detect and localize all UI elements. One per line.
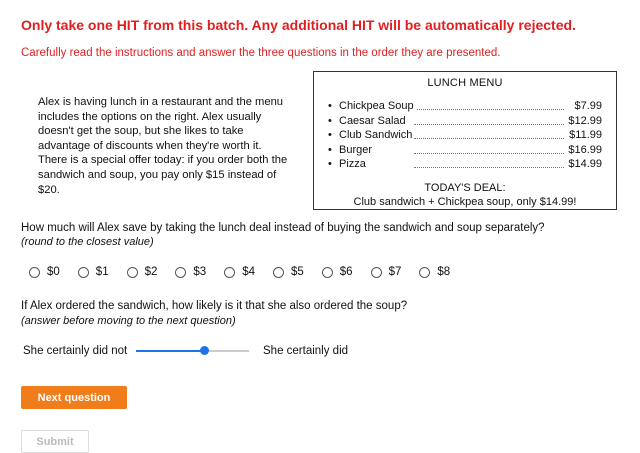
radio-circle-icon[interactable] bbox=[371, 267, 382, 278]
menu-item-name: Club Sandwich bbox=[339, 129, 413, 142]
batch-warning: Only take one HIT from this batch. Any additional HIT will be automatically rejected. bbox=[21, 17, 576, 33]
radio-label: $3 bbox=[193, 266, 207, 278]
radio-option-7[interactable] bbox=[371, 266, 402, 278]
menu-item-price: $16.99 bbox=[568, 143, 602, 156]
radio-label: $0 bbox=[47, 266, 60, 278]
dot-leader bbox=[414, 167, 564, 168]
radio-label: $1 bbox=[95, 266, 109, 278]
menu-item-name: Caesar Salad bbox=[339, 114, 406, 127]
question-2-hint: (answer before moving to the next question) bbox=[21, 315, 236, 327]
radio-option-1[interactable] bbox=[78, 266, 109, 278]
menu-item bbox=[314, 157, 616, 172]
radio-label: $2 bbox=[144, 266, 158, 278]
radio-circle-icon[interactable] bbox=[419, 267, 430, 278]
question-2-text: If Alex ordered the sandwich, how likely is it that she also ordered the soup? bbox=[21, 300, 408, 312]
dot-leader bbox=[414, 153, 564, 154]
radio-label: $7 bbox=[388, 266, 402, 278]
radio-circle-icon[interactable] bbox=[273, 267, 284, 278]
radio-option-3[interactable] bbox=[175, 266, 206, 278]
radio-label: $8 bbox=[437, 266, 451, 278]
deal-title: TODAY'S DEAL: bbox=[424, 181, 506, 194]
bullet-icon: • bbox=[328, 100, 332, 112]
radio-option-8[interactable] bbox=[419, 266, 450, 278]
dot-leader bbox=[414, 124, 564, 125]
menu-list bbox=[314, 99, 616, 172]
radio-circle-icon[interactable] bbox=[322, 267, 333, 278]
next-question-button[interactable]: Next question bbox=[21, 386, 127, 409]
radio-option-5[interactable] bbox=[273, 266, 304, 278]
bullet-icon: • bbox=[328, 143, 332, 156]
dot-leader bbox=[414, 109, 564, 110]
menu-item-name: Chickpea Soup bbox=[339, 100, 414, 112]
radio-circle-icon[interactable] bbox=[175, 267, 186, 278]
menu-item bbox=[314, 128, 616, 143]
menu-item-price: $14.99 bbox=[568, 158, 602, 171]
radio-circle-icon[interactable] bbox=[224, 267, 235, 278]
slider-left-label: She certainly did not bbox=[23, 345, 128, 357]
radio-label: $5 bbox=[290, 266, 304, 278]
question-1-text: How much will Alex save by taking the lunch deal instead of buying the sandwich and soup separately? bbox=[21, 222, 545, 234]
menu-item-price: $11.99 bbox=[569, 129, 602, 142]
menu-item bbox=[314, 114, 616, 129]
radio-label: $6 bbox=[339, 266, 353, 278]
radio-circle-icon[interactable] bbox=[78, 267, 89, 278]
radio-option-6[interactable] bbox=[322, 266, 353, 278]
dot-leader bbox=[414, 138, 564, 139]
deal-text: Club sandwich + Chickpea soup, only $14.99! bbox=[353, 195, 577, 208]
menu-item bbox=[314, 143, 616, 158]
radio-option-4[interactable] bbox=[224, 266, 255, 278]
slider-right-label: She certainly did bbox=[263, 345, 349, 357]
radio-circle-icon[interactable] bbox=[29, 267, 40, 278]
radio-label: $4 bbox=[242, 266, 255, 278]
menu-item-name: Burger bbox=[339, 143, 373, 156]
radio-circle-icon[interactable] bbox=[127, 267, 138, 278]
instructions-text: Carefully read the instructions and answer the three questions in the order they are presented. bbox=[21, 47, 501, 59]
bullet-icon: • bbox=[328, 158, 332, 171]
menu-title: LUNCH MENU bbox=[427, 77, 503, 89]
menu-item-price: $7.99 bbox=[574, 100, 602, 112]
bullet-icon: • bbox=[328, 129, 332, 142]
question-1-hint: (round to the closest value) bbox=[21, 236, 154, 248]
savings-radio-group bbox=[29, 266, 468, 278]
menu-item-price: $12.99 bbox=[568, 114, 602, 127]
menu-item bbox=[314, 99, 616, 114]
submit-button[interactable]: Submit bbox=[21, 430, 89, 453]
story-text: Alex is having lunch in a restaurant and the menu includes the options on the right. Alex usually doesn't get the soup, but she likes to take advantage of discounts when they're worth it. There is a special offer today: if you order both the sandwich and soup, you pay only $15 instead of $20. bbox=[38, 96, 288, 196]
slider-thumb[interactable] bbox=[200, 346, 209, 355]
bullet-icon: • bbox=[328, 114, 332, 127]
menu-item-name: Pizza bbox=[339, 158, 366, 171]
likelihood-slider[interactable] bbox=[136, 346, 249, 356]
lunch-menu bbox=[313, 71, 617, 210]
radio-option-0[interactable] bbox=[29, 266, 60, 278]
radio-option-2[interactable] bbox=[127, 266, 158, 278]
slider-fill bbox=[136, 350, 204, 352]
